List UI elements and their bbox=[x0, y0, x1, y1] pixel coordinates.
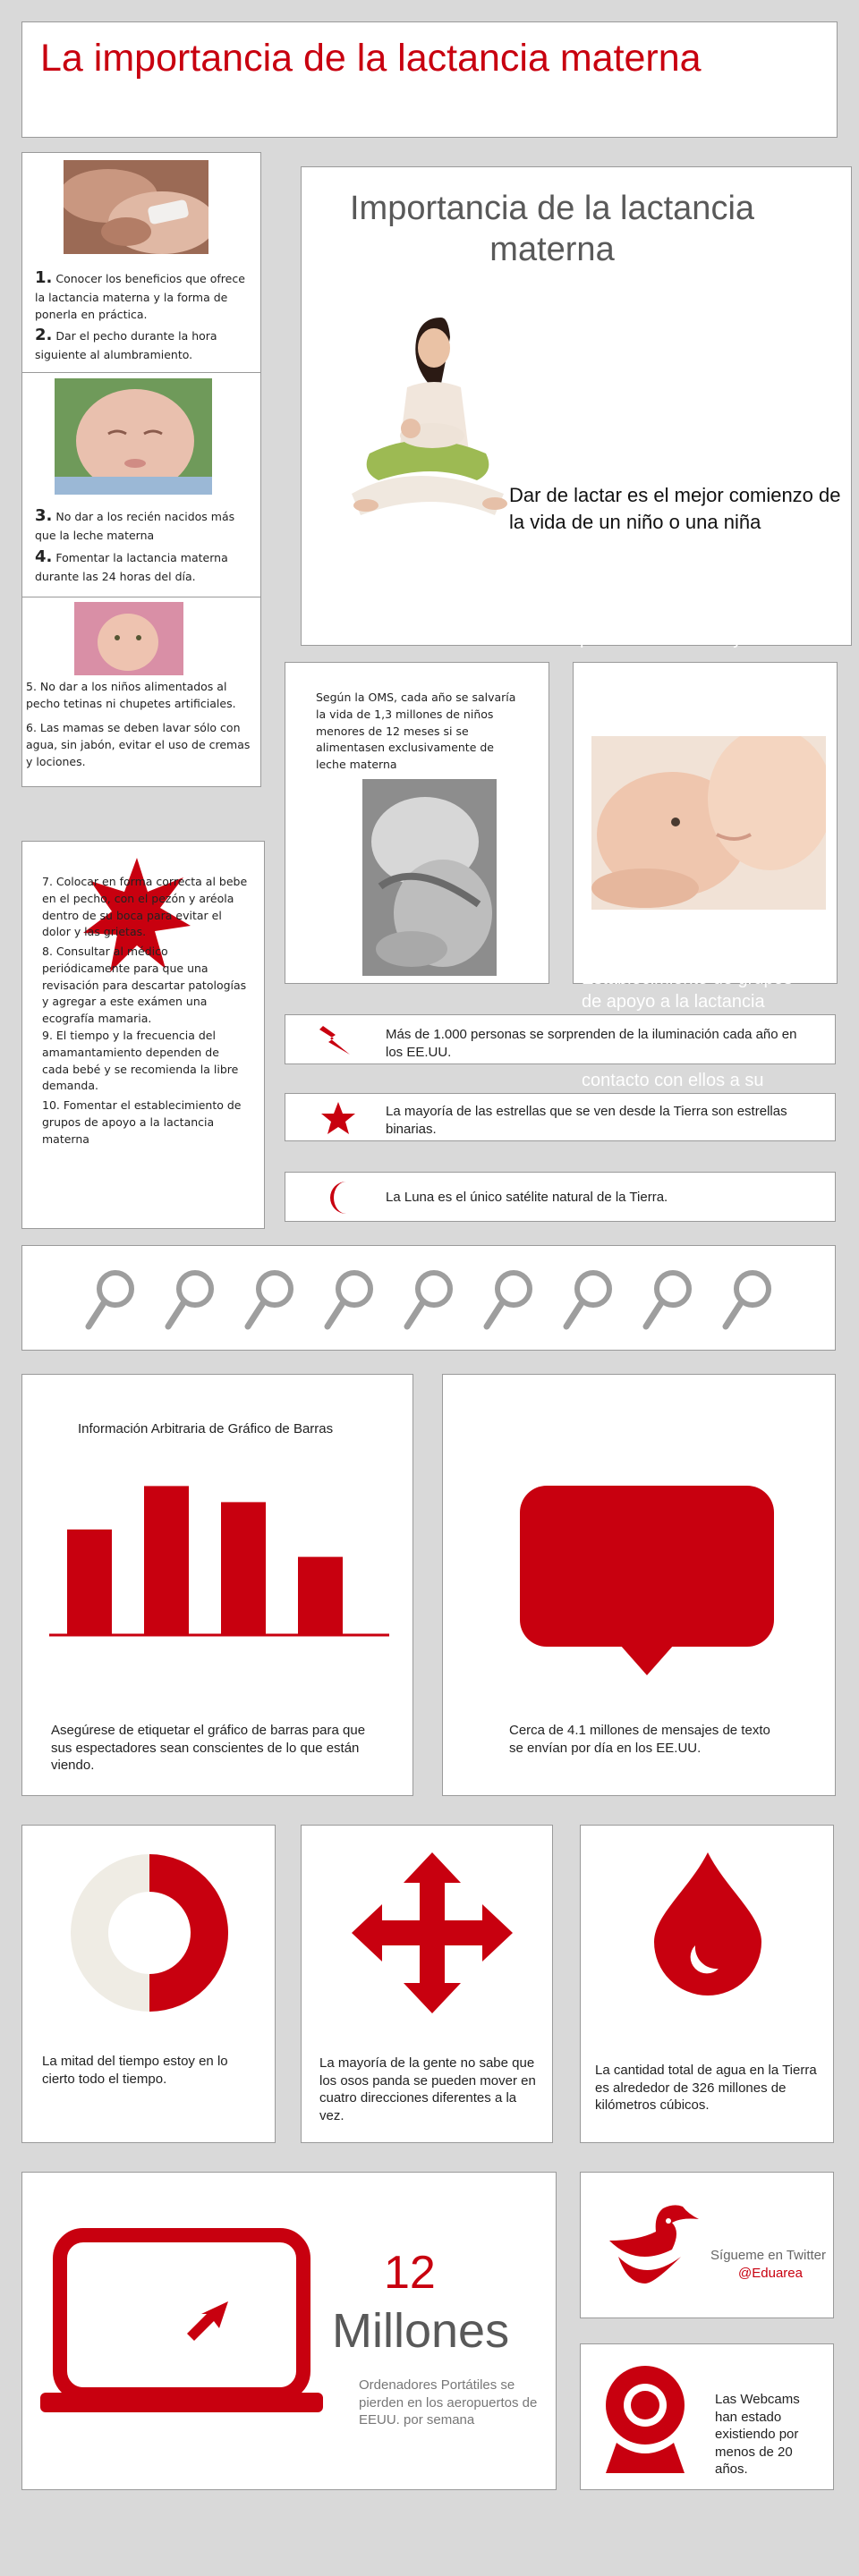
fact-row bbox=[285, 1014, 836, 1064]
moon-icon bbox=[327, 1180, 353, 1220]
water-drop-icon bbox=[654, 1852, 761, 2000]
header-panel bbox=[21, 21, 838, 138]
step-7: 7. Colocar en forma correcta al bebe en el pecho, con el pezón y aréola dentro de su boca para evitar el dolor y las grietas. bbox=[42, 875, 248, 939]
step-10: 10. Fomentar el establecimiento de grupos de apoyo a la lactancia materna bbox=[42, 1098, 242, 1146]
water-panel bbox=[580, 1825, 834, 2143]
lightning-icon bbox=[319, 1026, 350, 1059]
sms-text: Cerca de 4.1 millones de mensajes de texto se envían por día en los EE.UU. bbox=[509, 1723, 770, 1756]
magnifier-icon bbox=[722, 1267, 776, 1338]
magnifier-icon bbox=[483, 1267, 537, 1338]
four-way-arrows-icon bbox=[352, 1852, 513, 2018]
fact-text: La mayoría de las estrellas que se ven desde la Tierra son estrellas binarias. bbox=[386, 1104, 787, 1137]
divider bbox=[22, 372, 260, 373]
twitter-panel[interactable] bbox=[580, 2172, 834, 2318]
twitter-label: Sígueme en Twitter bbox=[710, 2248, 826, 2263]
hidden-overflow-text: contacto con ellos a su bbox=[582, 1071, 764, 1090]
magnifier-row bbox=[85, 1264, 801, 1335]
magnifier-icon bbox=[324, 1267, 378, 1338]
page-title: La importancia de la lactancia materna bbox=[40, 37, 702, 80]
fact-row bbox=[285, 1172, 836, 1222]
baby-pink-photo bbox=[74, 602, 183, 675]
donut-hole bbox=[108, 1892, 191, 1974]
sms-panel bbox=[442, 1374, 836, 1796]
oms-panel bbox=[285, 662, 549, 984]
hidden-overflow-text: Establecimiento de grupos bbox=[582, 969, 793, 988]
chart-bar-1 bbox=[67, 1530, 112, 1634]
hero-tagline: Dar de lactar es el mejor comienzo de la vida de un niño o una niña bbox=[509, 484, 841, 533]
mother-baby-bw-photo bbox=[362, 779, 497, 976]
steps-panel-2 bbox=[21, 841, 265, 1229]
twitter-handle[interactable]: @Eduarea bbox=[738, 2266, 803, 2281]
fact-row bbox=[285, 1093, 836, 1141]
laptop-panel bbox=[21, 2172, 557, 2490]
chart-bar-3 bbox=[221, 1502, 266, 1634]
star-icon bbox=[321, 1101, 355, 1140]
magnifier-icon bbox=[165, 1267, 218, 1338]
laptop-number: 12 bbox=[384, 2247, 436, 2299]
speech-bubble-icon bbox=[520, 1486, 774, 1682]
arrows-panel bbox=[301, 1825, 553, 2143]
step-5: 5. No dar a los niños alimentados al pecho tetinas ni chupetes artificiales. bbox=[26, 680, 236, 710]
magnifier-icon bbox=[563, 1267, 617, 1338]
webcam-panel bbox=[580, 2343, 834, 2490]
donut-panel bbox=[21, 1825, 276, 2143]
chart-caption: Asegúrese de etiquetar el gráfico de barras para que sus espectadores sean conscientes de lo que están viendo. bbox=[51, 1723, 366, 1773]
newborn-hands-photo bbox=[64, 160, 208, 254]
step-8: 8. Consultar al médico periódicamente para que una revisación para descartar patologías y agregar a este exámen una ecografía mamaria. bbox=[42, 945, 247, 1025]
laptop-unit: Millones bbox=[332, 2304, 510, 2358]
laptop-text: Ordenadores Portátiles se pierden en los aeropuertos de EEUU. por semana bbox=[359, 2377, 538, 2428]
webcam-icon bbox=[602, 2364, 688, 2478]
breastfeeding-mother-illustration bbox=[334, 301, 522, 525]
magnifier-icon bbox=[642, 1267, 696, 1338]
laptop-icon bbox=[40, 2226, 323, 2420]
chart-title: Información Arbitraria de Gráfico de Barras bbox=[78, 1421, 334, 1436]
chart-bar-2 bbox=[144, 1486, 189, 1634]
step-9: 9. El tiempo y la frecuencia del amamantamiento dependen de cada bebé y se recomienda la libre demanda. bbox=[42, 1029, 239, 1093]
chart-panel bbox=[21, 1374, 413, 1796]
nursing-photo-panel bbox=[573, 662, 838, 984]
chart-bar-4 bbox=[298, 1557, 343, 1634]
hidden-overflow-text: de apoyo a la lactancia bbox=[582, 992, 765, 1012]
step-3: 3. No dar a los recién nacidos más que la leche materna bbox=[35, 506, 235, 542]
bird-icon bbox=[600, 2205, 708, 2290]
step-4: 4. Fomentar la lactancia materna durante las 24 horas del día. bbox=[35, 547, 228, 583]
hero-panel bbox=[301, 166, 852, 646]
oms-text: Según la OMS, cada año se salvaría la vida de 1,3 millones de niños menores de 12 meses si se alimentasen exclusivamente de leche materna bbox=[316, 691, 516, 771]
magnifier-icon bbox=[85, 1267, 139, 1338]
half-donut-icon bbox=[69, 1852, 230, 2018]
nursing-baby-photo bbox=[591, 736, 826, 910]
step-1: 1. Conocer los beneficios que ofrece la lactancia materna y la forma de ponerla en práctica. bbox=[35, 268, 245, 321]
sleeping-baby-photo bbox=[55, 378, 212, 495]
fact-text: La Luna es el único satélite natural de la Tierra. bbox=[386, 1190, 668, 1205]
fact-text: Más de 1.000 personas se sorprenden de la iluminación cada año en los EE.UU. bbox=[386, 1027, 797, 1060]
webcam-text: Las Webcams han estado existiendo por menos de 20 años. bbox=[715, 2392, 800, 2477]
step-6: 6. Las mamas se deben lavar sólo con agua, sin jabón, evitar el uso de cremas y lociones. bbox=[26, 721, 251, 768]
steps-panel bbox=[21, 152, 261, 787]
water-text: La cantidad total de agua en la Tierra es alrededor de 326 millones de kilómetros cúbicos. bbox=[595, 2063, 817, 2113]
hidden-overflow-text: para evitar el dolor y las bbox=[580, 629, 770, 648]
magnifier-row-panel bbox=[21, 1245, 836, 1351]
step-2: 2. Dar el pecho durante la hora siguiente al alumbramiento. bbox=[35, 326, 217, 361]
donut-text: La mitad del tiempo estoy en lo cierto todo el tiempo. bbox=[42, 2054, 228, 2087]
hero-title: Importancia de la lactancia materna bbox=[349, 190, 755, 268]
arrows-text: La mayoría de la gente no sabe que los osos panda se pueden mover en cuatro direcciones diferentes a la vez. bbox=[319, 2055, 536, 2123]
magnifier-icon bbox=[244, 1267, 298, 1338]
magnifier-icon bbox=[404, 1267, 457, 1338]
bar-chart bbox=[40, 1464, 398, 1643]
